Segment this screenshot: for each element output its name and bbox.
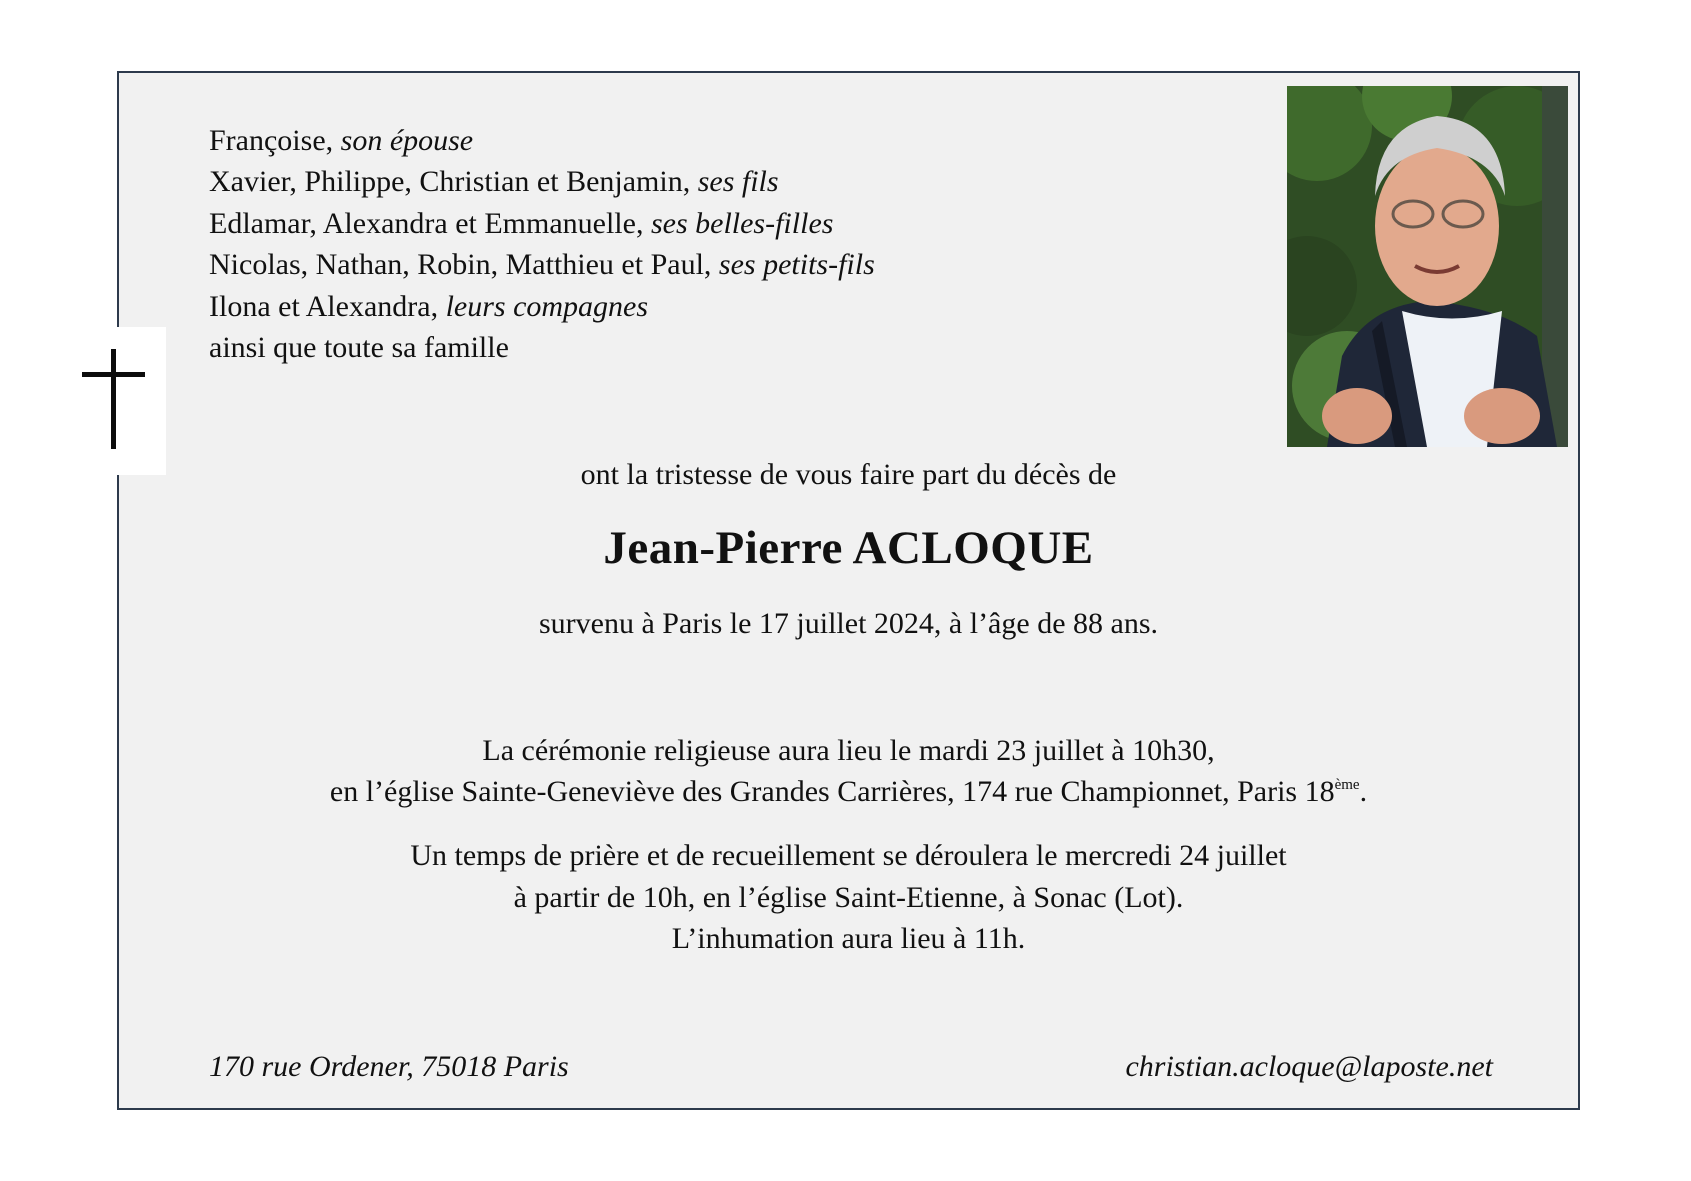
family-names: Ilona et Alexandra, [209,289,446,323]
family-relation: ses belles-filles [650,206,834,240]
family-relation: son épouse [340,124,474,157]
ceremony-details [117,730,1580,812]
family-line [209,203,875,244]
ceremony-line: La cérémonie religieuse aura lieu le mardi 23 juillet à 10h30, [482,734,1215,767]
family-list [209,120,875,368]
contact-email[interactable]: christian.acloque@laposte.net [1125,1050,1493,1083]
portrait-photo [1287,86,1568,447]
vigil-line: à partir de 10h, en l’église Saint-Etienne, à Sonac (Lot). [513,880,1184,914]
ceremony-period: . [1359,775,1368,808]
arrondissement-suffix: ème [1334,777,1360,793]
vigil-details [117,835,1580,960]
family-names: Edlamar, Alexandra et Emmanuelle, [209,206,651,240]
family-line [209,244,875,285]
family-line [209,286,875,327]
family-relation: leurs compagnes [445,289,649,323]
announcement-text: ont la tristesse de vous faire part du décès de [580,458,1117,491]
family-line [209,120,875,161]
family-address: 170 rue Ordener, 75018 Paris [209,1050,569,1083]
family-line [209,161,875,202]
family-names: Nicolas, Nathan, Robin, Matthieu et Paul, [209,248,719,282]
vigil-line: Un temps de prière et de recueillement se déroulera le mercredi 24 juillet [410,839,1287,872]
family-names: ainsi que toute sa famille [209,331,509,365]
deceased-name: Jean-Pierre ACLOQUE [603,522,1094,574]
ceremony-location: en l’église Sainte-Geneviève des Grandes Carrières, 174 rue Championnet, Paris 18 [329,775,1335,808]
cross-panel [66,327,166,475]
death-details: survenu à Paris le 17 juillet 2024, à l’âge de 88 ans. [538,607,1158,640]
family-relation: ses fils [697,165,779,199]
burial-line: L’inhumation aura lieu à 11h. [671,922,1026,955]
family-line [209,327,875,368]
family-names: Françoise, [209,124,341,157]
family-relation: ses petits-fils [718,248,875,282]
ceremony-line [117,771,1580,812]
family-names: Xavier, Philippe, Christian et Benjamin, [209,165,698,199]
